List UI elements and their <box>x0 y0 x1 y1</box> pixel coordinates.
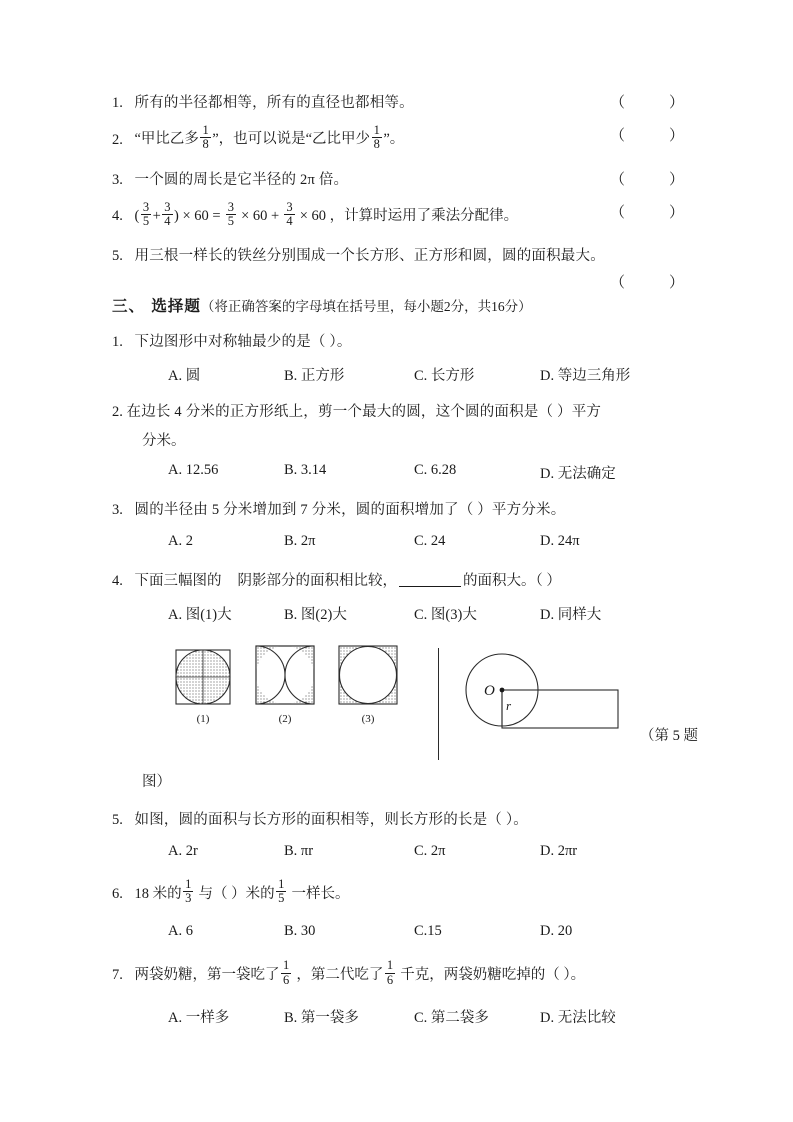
figure-caption-line2: 图） <box>142 774 171 791</box>
choice-q4-option-c[interactable]: C. 图(3)大 <box>414 607 477 624</box>
tf-item-4-text-d: × 60 + <box>237 208 283 225</box>
section-three-description: （将正确答案的字母填在括号里，每小题2分，共16分） <box>200 298 532 314</box>
choice-q3-stem: 圆的半径由 5 分米增加到 7 分米，圆的面积增加了（ ）平方分米。 <box>134 502 566 519</box>
choice-question-4 <box>112 570 684 592</box>
choice-q6-option-b[interactable]: B. 30 <box>284 922 316 939</box>
choice-q7-option-d[interactable]: D. 无法比较 <box>540 1010 616 1027</box>
tf-item-5 <box>112 245 684 267</box>
figure-caption-line1: （第 5 题 <box>640 728 698 745</box>
choice-q3-option-d[interactable]: D. 24π <box>540 532 580 549</box>
choice-q5-option-a[interactable]: A. 2r <box>168 842 198 859</box>
tf-item-5-answer-bracket[interactable]: （ ） <box>610 274 685 291</box>
figure-3-label: (3) <box>361 713 375 726</box>
figure-1-graphic <box>174 648 232 706</box>
figure-divider-line <box>438 648 439 760</box>
tf-item-1-answer-bracket[interactable]: （ ） <box>610 95 685 111</box>
choice-q2-option-b[interactable]: B. 3.14 <box>284 462 327 479</box>
tf-item-3 <box>112 169 684 191</box>
tf-item-1 <box>112 92 684 114</box>
tf-item-4-answer-bracket[interactable]: （ ） <box>610 205 685 222</box>
choice-q3-options <box>112 533 684 557</box>
choice-q4-stem-pre: 下面三幅图的 <box>134 572 222 589</box>
choice-q1-option-b[interactable]: B. 正方形 <box>284 368 345 385</box>
tf-item-4-fraction-1: $\frac{3}{5}$ <box>142 199 150 228</box>
choice-question-6 <box>112 877 684 907</box>
figure-2 <box>254 644 316 725</box>
choice-q4-answer-blank[interactable] <box>399 586 461 587</box>
choice-q6-option-a[interactable]: A. 6 <box>168 922 193 939</box>
choice-q7-option-b[interactable]: B. 第一袋多 <box>284 1010 359 1027</box>
tf-item-4 <box>112 199 685 229</box>
choice-q7-number: 7. <box>112 967 123 984</box>
choice-q1-option-d[interactable]: D. 等边三角形 <box>540 368 631 385</box>
choice-q2-stem-line2-wrap <box>112 430 684 452</box>
choice-q6-text-a: 18 米的 <box>134 885 182 902</box>
choice-q3-option-c[interactable]: C. 24 <box>414 532 446 549</box>
tf-item-2-text-b: ”，也可以说是“乙比甲少 <box>212 131 371 148</box>
tf-item-4-text-e: × 60 ，计算时运用了乘法分配律。 <box>296 208 519 225</box>
choice-q6-option-c[interactable]: C.15 <box>414 922 442 939</box>
choice-q6-text-c: 一样长。 <box>287 885 350 902</box>
tf-item-4-fraction-4: $\frac{3}{4}$ <box>286 199 293 228</box>
choice-q4-option-d[interactable]: D. 同样大 <box>540 607 602 624</box>
choice-q7-option-a[interactable]: A. 一样多 <box>168 1010 230 1027</box>
choice-q1-option-a[interactable]: A. 圆 <box>168 368 201 385</box>
tf-item-5-number: 5. <box>112 248 123 265</box>
tf-item-5-text: 用三根一样长的铁丝分别围成一个长方形、正方形和圆，圆的面积最大。 <box>134 248 605 265</box>
choice-q5-stem: 如图，圆的面积与长方形的面积相等，则长方形的长是（ ）。 <box>134 812 528 829</box>
tf-item-3-answer-bracket[interactable]: （ ） <box>610 171 685 188</box>
tf-item-2-number: 2. <box>112 131 123 148</box>
choice-q2-option-d[interactable]: D. 无法确定 <box>540 466 616 483</box>
choice-q2-options <box>112 462 684 486</box>
figure-3 <box>337 644 399 725</box>
choice-q1-option-c[interactable]: C. 长方形 <box>414 368 475 385</box>
tf-item-2-fraction-1: $\frac{1}{8}$ <box>202 122 209 152</box>
choice-q4-number: 4. <box>112 572 123 589</box>
choice-q6-number: 6. <box>112 885 123 902</box>
choice-q4-option-b[interactable]: B. 图(2)大 <box>284 607 347 624</box>
choice-q7-option-c[interactable]: C. 第二袋多 <box>414 1010 489 1027</box>
choice-q5-option-c[interactable]: C. 2π <box>414 842 446 859</box>
circle-rectangle-graphic <box>460 646 642 746</box>
circle-center-label: O <box>484 683 495 700</box>
choice-q1-number: 1. <box>112 333 123 350</box>
figure-1 <box>174 648 232 725</box>
choice-q6-fraction-2: $\frac{1}{5}$ <box>278 877 285 906</box>
choice-q2-stem-line2: 分米。 <box>142 432 186 449</box>
choice-q7-options <box>112 1006 684 1030</box>
choice-question-1 <box>112 331 684 353</box>
choice-q7-fraction-2: $\frac{1}{6}$ <box>386 958 394 987</box>
choice-q3-option-a[interactable]: A. 2 <box>168 532 193 549</box>
tf-item-4-text-b: + <box>152 208 161 225</box>
circle-radius-label: r <box>506 698 512 714</box>
choice-q3-option-b[interactable]: B. 2π <box>284 532 316 549</box>
tf-item-4-text-c: ) × 60 = <box>174 208 225 225</box>
choice-q7-text-b: ，第二代吃了 <box>292 967 384 984</box>
choice-question-3 <box>112 499 684 521</box>
choice-q5-options <box>112 843 684 867</box>
tf-item-4-fraction-2: $\frac{3}{4}$ <box>164 199 171 228</box>
true-false-section <box>112 92 685 291</box>
choice-q6-option-d[interactable]: D. 20 <box>540 922 573 939</box>
choice-question-2 <box>112 401 684 423</box>
choice-question-7 <box>112 958 684 988</box>
choice-q4-option-a[interactable]: A. 图(1)大 <box>168 607 232 624</box>
figure-3-graphic <box>337 644 399 706</box>
choice-q6-text-b: 与（ ）米的 <box>194 885 275 902</box>
choice-q1-stem: 下边图形中对称轴最少的是（ ）。 <box>134 333 352 350</box>
tf-item-2-text-c: ”。 <box>383 131 405 148</box>
choice-q5-number: 5. <box>112 812 123 829</box>
choice-q5-option-d[interactable]: D. 2πr <box>540 842 578 859</box>
tf-item-2-text-a: “甲比乙多 <box>134 131 199 148</box>
choice-q2-number: 2. <box>112 404 123 421</box>
figure-2-label: (2) <box>278 713 292 726</box>
figure-zone <box>112 640 698 768</box>
choice-q7-text-a: 两袋奶糖，第一袋吃了 <box>134 967 280 984</box>
choice-q4-stem-mid: 阴影部分的面积相比较， <box>237 572 397 589</box>
tf-item-4-text-a: ( <box>134 208 140 225</box>
choice-question-5 <box>112 809 684 831</box>
tf-item-1-text: 所有的半径都相等，所有的直径也都相等。 <box>134 95 414 111</box>
section-three-heading <box>112 294 684 316</box>
tf-item-4-number: 4. <box>112 208 123 225</box>
tf-item-1-number: 1. <box>112 95 123 111</box>
choice-q6-fraction-1: $\frac{1}{3}$ <box>185 877 192 906</box>
choice-q7-text-c: 千克，两袋奶糖吃掉的（ ）。 <box>396 967 586 984</box>
choice-q3-number: 3. <box>112 502 123 519</box>
choice-q4-stem-post: 的面积大。（ ） <box>463 572 561 589</box>
page-content <box>112 92 698 1043</box>
circle-rectangle-diagram <box>460 646 642 751</box>
tf-item-2 <box>112 122 685 152</box>
tf-item-2-fraction-2: $\frac{1}{8}$ <box>373 122 380 152</box>
tf-item-4-fraction-3: $\frac{3}{5}$ <box>227 199 234 228</box>
figure-1-label: (1) <box>196 713 210 726</box>
tf-item-2-answer-bracket[interactable]: （ ） <box>610 128 685 145</box>
choice-q2-option-c[interactable]: C. 6.28 <box>414 462 457 479</box>
choice-q2-stem: 在边长 4 分米的正方形纸上，剪一个最大的圆，这个圆的面积是（ ）平方 <box>126 404 602 421</box>
choice-q2-option-a[interactable]: A. 12.56 <box>168 462 219 479</box>
tf-item-3-number: 3. <box>112 171 123 188</box>
choice-q7-fraction-1: $\frac{1}{6}$ <box>283 958 290 987</box>
choice-q5-option-b[interactable]: B. πr <box>284 842 314 859</box>
figure-2-graphic <box>254 644 316 706</box>
choice-q6-options <box>112 923 684 947</box>
choice-q4-options <box>112 603 684 627</box>
tf-item-3-text: 一个圆的周长是它半径的 2π 倍。 <box>134 171 349 188</box>
choice-q1-options <box>112 364 684 388</box>
section-three-title: 三、 选择题 <box>112 296 201 315</box>
